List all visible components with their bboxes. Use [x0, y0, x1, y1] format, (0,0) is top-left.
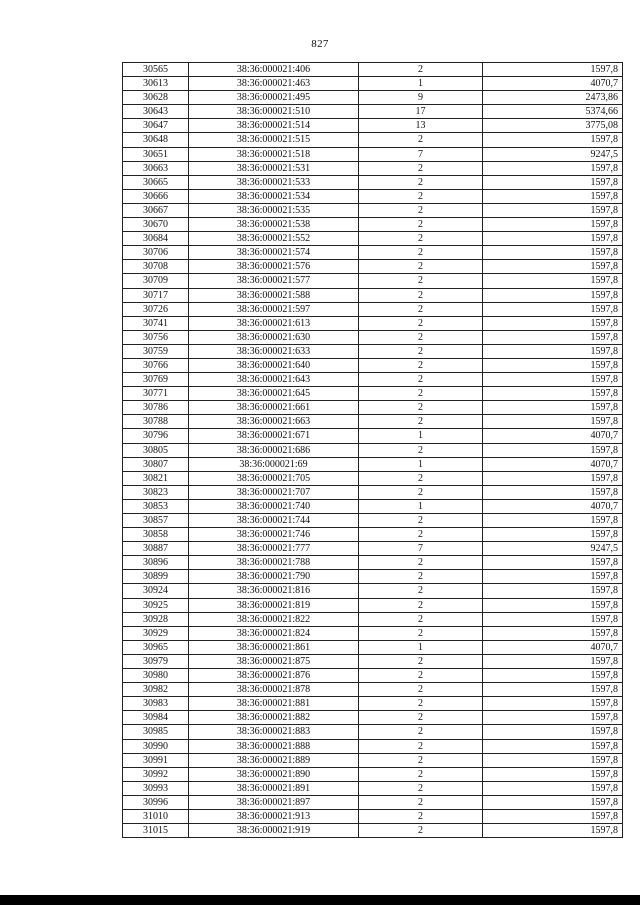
cadastral-number-cell: 38:36:000021:533 — [189, 175, 359, 189]
record-number-cell: 30684 — [123, 232, 189, 246]
quantity-cell: 1 — [359, 499, 483, 513]
table-row — [123, 514, 623, 528]
record-number-cell: 30990 — [123, 739, 189, 753]
record-number-cell: 30887 — [123, 542, 189, 556]
record-number-cell: 30823 — [123, 485, 189, 499]
table-row — [123, 401, 623, 415]
table-row — [123, 556, 623, 570]
table-row — [123, 499, 623, 513]
quantity-cell: 2 — [359, 570, 483, 584]
quantity-cell: 2 — [359, 739, 483, 753]
quantity-cell: 13 — [359, 119, 483, 133]
table-row — [123, 302, 623, 316]
record-number-cell: 30928 — [123, 612, 189, 626]
cadastral-number-cell: 38:36:000021:740 — [189, 499, 359, 513]
table-row — [123, 809, 623, 823]
record-number-cell: 30925 — [123, 598, 189, 612]
table-row — [123, 767, 623, 781]
table-row — [123, 133, 623, 147]
quantity-cell: 7 — [359, 147, 483, 161]
table-row — [123, 344, 623, 358]
cadastral-number-cell: 38:36:000021:686 — [189, 443, 359, 457]
cadastral-number-cell: 38:36:000021:891 — [189, 781, 359, 795]
record-number-cell: 30667 — [123, 203, 189, 217]
area-cell: 1597,8 — [483, 246, 623, 260]
table-row — [123, 626, 623, 640]
record-number-cell: 30857 — [123, 514, 189, 528]
record-number-cell: 30706 — [123, 246, 189, 260]
cadastral-number-cell: 38:36:000021:518 — [189, 147, 359, 161]
area-cell: 1597,8 — [483, 358, 623, 372]
quantity-cell: 2 — [359, 260, 483, 274]
record-number-cell: 30984 — [123, 711, 189, 725]
cadastral-number-cell: 38:36:000021:671 — [189, 429, 359, 443]
quantity-cell: 9 — [359, 91, 483, 105]
record-number-cell: 30983 — [123, 697, 189, 711]
record-number-cell: 31010 — [123, 809, 189, 823]
area-cell: 1597,8 — [483, 344, 623, 358]
area-cell: 1597,8 — [483, 669, 623, 683]
record-number-cell: 30979 — [123, 654, 189, 668]
cadastral-number-cell: 38:36:000021:875 — [189, 654, 359, 668]
table-row — [123, 288, 623, 302]
quantity-cell: 2 — [359, 161, 483, 175]
record-number-cell: 30769 — [123, 373, 189, 387]
quantity-cell: 2 — [359, 528, 483, 542]
cadastral-number-cell: 38:36:000021:552 — [189, 232, 359, 246]
table-row — [123, 443, 623, 457]
page-number: 827 — [311, 38, 329, 50]
quantity-cell: 2 — [359, 654, 483, 668]
table-row — [123, 91, 623, 105]
table-row — [123, 753, 623, 767]
cadastral-number-cell: 38:36:000021:577 — [189, 274, 359, 288]
area-cell: 1597,8 — [483, 218, 623, 232]
area-cell: 1597,8 — [483, 584, 623, 598]
quantity-cell: 2 — [359, 330, 483, 344]
quantity-cell: 2 — [359, 401, 483, 415]
record-number-cell: 30929 — [123, 626, 189, 640]
quantity-cell: 2 — [359, 246, 483, 260]
record-number-cell: 30991 — [123, 753, 189, 767]
area-cell: 1597,8 — [483, 63, 623, 77]
record-number-cell: 30670 — [123, 218, 189, 232]
quantity-cell: 2 — [359, 288, 483, 302]
cadastral-number-cell: 38:36:000021:534 — [189, 189, 359, 203]
record-number-cell: 30965 — [123, 640, 189, 654]
quantity-cell: 2 — [359, 218, 483, 232]
area-cell: 1597,8 — [483, 711, 623, 725]
quantity-cell: 1 — [359, 77, 483, 91]
cadastral-number-cell: 38:36:000021:514 — [189, 119, 359, 133]
table-row — [123, 429, 623, 443]
area-cell: 1597,8 — [483, 654, 623, 668]
quantity-cell: 2 — [359, 683, 483, 697]
area-cell: 1597,8 — [483, 189, 623, 203]
cadastral-number-cell: 38:36:000021:510 — [189, 105, 359, 119]
area-cell: 1597,8 — [483, 387, 623, 401]
quantity-cell: 2 — [359, 711, 483, 725]
cadastral-number-cell: 38:36:000021:69 — [189, 457, 359, 471]
cadastral-number-cell: 38:36:000021:861 — [189, 640, 359, 654]
area-cell: 1597,8 — [483, 203, 623, 217]
cadastral-number-cell: 38:36:000021:819 — [189, 598, 359, 612]
table-row — [123, 485, 623, 499]
record-number-cell: 31015 — [123, 824, 189, 838]
record-number-cell: 30647 — [123, 119, 189, 133]
area-cell: 1597,8 — [483, 175, 623, 189]
quantity-cell: 1 — [359, 457, 483, 471]
cadastral-number-cell: 38:36:000021:882 — [189, 711, 359, 725]
quantity-cell: 2 — [359, 725, 483, 739]
area-cell: 1597,8 — [483, 260, 623, 274]
table-row — [123, 330, 623, 344]
cadastral-number-cell: 38:36:000021:822 — [189, 612, 359, 626]
quantity-cell: 2 — [359, 358, 483, 372]
area-cell: 1597,8 — [483, 753, 623, 767]
cadastral-number-cell: 38:36:000021:531 — [189, 161, 359, 175]
cadastral-number-cell: 38:36:000021:640 — [189, 358, 359, 372]
quantity-cell: 2 — [359, 824, 483, 838]
cadastral-number-cell: 38:36:000021:744 — [189, 514, 359, 528]
record-number-cell: 30980 — [123, 669, 189, 683]
cadastral-number-cell: 38:36:000021:919 — [189, 824, 359, 838]
record-number-cell: 30899 — [123, 570, 189, 584]
area-cell: 1597,8 — [483, 471, 623, 485]
quantity-cell: 2 — [359, 373, 483, 387]
table-row — [123, 612, 623, 626]
record-number-cell: 30992 — [123, 767, 189, 781]
area-cell: 1597,8 — [483, 330, 623, 344]
area-cell: 4070,7 — [483, 429, 623, 443]
table-row — [123, 274, 623, 288]
table-row — [123, 203, 623, 217]
cadastral-number-cell: 38:36:000021:515 — [189, 133, 359, 147]
record-number-cell: 30853 — [123, 499, 189, 513]
record-number-cell: 30741 — [123, 316, 189, 330]
record-number-cell: 30924 — [123, 584, 189, 598]
scan-bottom-edge — [0, 895, 640, 905]
quantity-cell: 2 — [359, 302, 483, 316]
cadastral-number-cell: 38:36:000021:746 — [189, 528, 359, 542]
table-row — [123, 824, 623, 838]
table-row — [123, 161, 623, 175]
table-row — [123, 654, 623, 668]
table-row — [123, 105, 623, 119]
table-row — [123, 528, 623, 542]
area-cell: 1597,8 — [483, 232, 623, 246]
table-row — [123, 725, 623, 739]
record-number-cell: 30651 — [123, 147, 189, 161]
record-number-cell: 30648 — [123, 133, 189, 147]
quantity-cell: 1 — [359, 640, 483, 654]
record-number-cell: 30665 — [123, 175, 189, 189]
record-number-cell: 30896 — [123, 556, 189, 570]
area-cell: 1597,8 — [483, 683, 623, 697]
table-row — [123, 77, 623, 91]
area-cell: 1597,8 — [483, 302, 623, 316]
quantity-cell: 17 — [359, 105, 483, 119]
cadastral-number-cell: 38:36:000021:890 — [189, 767, 359, 781]
area-cell: 4070,7 — [483, 499, 623, 513]
area-cell: 1597,8 — [483, 556, 623, 570]
cadastral-number-cell: 38:36:000021:535 — [189, 203, 359, 217]
table-row — [123, 457, 623, 471]
quantity-cell: 2 — [359, 781, 483, 795]
cadastral-number-cell: 38:36:000021:645 — [189, 387, 359, 401]
cadastral-number-cell: 38:36:000021:788 — [189, 556, 359, 570]
table-row — [123, 218, 623, 232]
record-number-cell: 30996 — [123, 795, 189, 809]
area-cell: 5374,66 — [483, 105, 623, 119]
quantity-cell: 2 — [359, 669, 483, 683]
table-row — [123, 471, 623, 485]
area-cell: 1597,8 — [483, 288, 623, 302]
table-row — [123, 697, 623, 711]
table-row — [123, 119, 623, 133]
table-row — [123, 387, 623, 401]
table-row — [123, 175, 623, 189]
cadastral-number-cell: 38:36:000021:881 — [189, 697, 359, 711]
table-row — [123, 316, 623, 330]
area-cell: 1597,8 — [483, 626, 623, 640]
area-cell: 1597,8 — [483, 809, 623, 823]
table-row — [123, 781, 623, 795]
quantity-cell: 2 — [359, 175, 483, 189]
table-row — [123, 246, 623, 260]
area-cell: 1597,8 — [483, 598, 623, 612]
cadastral-number-cell: 38:36:000021:663 — [189, 415, 359, 429]
quantity-cell: 1 — [359, 429, 483, 443]
quantity-cell: 2 — [359, 767, 483, 781]
table-row — [123, 739, 623, 753]
registry-table-body — [123, 63, 623, 838]
cadastral-number-cell: 38:36:000021:824 — [189, 626, 359, 640]
record-number-cell: 30565 — [123, 63, 189, 77]
quantity-cell: 2 — [359, 556, 483, 570]
area-cell: 4070,7 — [483, 457, 623, 471]
table-row — [123, 598, 623, 612]
quantity-cell: 2 — [359, 612, 483, 626]
record-number-cell: 30643 — [123, 105, 189, 119]
table-row — [123, 373, 623, 387]
table-row — [123, 358, 623, 372]
table-row — [123, 232, 623, 246]
cadastral-number-cell: 38:36:000021:705 — [189, 471, 359, 485]
quantity-cell: 2 — [359, 316, 483, 330]
area-cell: 1597,8 — [483, 161, 623, 175]
area-cell: 1597,8 — [483, 697, 623, 711]
area-cell: 4070,7 — [483, 77, 623, 91]
record-number-cell: 30726 — [123, 302, 189, 316]
cadastral-number-cell: 38:36:000021:816 — [189, 584, 359, 598]
cadastral-number-cell: 38:36:000021:707 — [189, 485, 359, 499]
quantity-cell: 7 — [359, 542, 483, 556]
cadastral-number-cell: 38:36:000021:883 — [189, 725, 359, 739]
area-cell: 1597,8 — [483, 401, 623, 415]
cadastral-number-cell: 38:36:000021:538 — [189, 218, 359, 232]
record-number-cell: 30708 — [123, 260, 189, 274]
quantity-cell: 2 — [359, 626, 483, 640]
table-row — [123, 640, 623, 654]
cadastral-number-cell: 38:36:000021:495 — [189, 91, 359, 105]
record-number-cell: 30717 — [123, 288, 189, 302]
quantity-cell: 2 — [359, 274, 483, 288]
area-cell: 2473,86 — [483, 91, 623, 105]
cadastral-number-cell: 38:36:000021:643 — [189, 373, 359, 387]
record-number-cell: 30759 — [123, 344, 189, 358]
cadastral-number-cell: 38:36:000021:633 — [189, 344, 359, 358]
area-cell: 1597,8 — [483, 570, 623, 584]
quantity-cell: 2 — [359, 697, 483, 711]
record-number-cell: 30796 — [123, 429, 189, 443]
table-row — [123, 669, 623, 683]
record-number-cell: 30613 — [123, 77, 189, 91]
area-cell: 1597,8 — [483, 133, 623, 147]
record-number-cell: 30807 — [123, 457, 189, 471]
area-cell: 1597,8 — [483, 612, 623, 626]
table-row — [123, 542, 623, 556]
record-number-cell: 30985 — [123, 725, 189, 739]
cadastral-number-cell: 38:36:000021:889 — [189, 753, 359, 767]
quantity-cell: 2 — [359, 485, 483, 499]
cadastral-number-cell: 38:36:000021:790 — [189, 570, 359, 584]
record-number-cell: 30858 — [123, 528, 189, 542]
area-cell: 1597,8 — [483, 514, 623, 528]
record-number-cell: 30982 — [123, 683, 189, 697]
cadastral-number-cell: 38:36:000021:406 — [189, 63, 359, 77]
cadastral-number-cell: 38:36:000021:463 — [189, 77, 359, 91]
cadastral-number-cell: 38:36:000021:576 — [189, 260, 359, 274]
quantity-cell: 2 — [359, 809, 483, 823]
quantity-cell: 2 — [359, 189, 483, 203]
quantity-cell: 2 — [359, 471, 483, 485]
quantity-cell: 2 — [359, 753, 483, 767]
table-row — [123, 415, 623, 429]
record-number-cell: 30771 — [123, 387, 189, 401]
cadastral-number-cell: 38:36:000021:913 — [189, 809, 359, 823]
cadastral-number-cell: 38:36:000021:613 — [189, 316, 359, 330]
cadastral-number-cell: 38:36:000021:574 — [189, 246, 359, 260]
quantity-cell: 2 — [359, 598, 483, 612]
record-number-cell: 30993 — [123, 781, 189, 795]
record-number-cell: 30709 — [123, 274, 189, 288]
registry-table — [122, 62, 623, 838]
quantity-cell: 2 — [359, 344, 483, 358]
quantity-cell: 2 — [359, 387, 483, 401]
cadastral-number-cell: 38:36:000021:661 — [189, 401, 359, 415]
table-row — [123, 584, 623, 598]
area-cell: 4070,7 — [483, 640, 623, 654]
table-row — [123, 570, 623, 584]
area-cell: 1597,8 — [483, 824, 623, 838]
record-number-cell: 30666 — [123, 189, 189, 203]
cadastral-number-cell: 38:36:000021:897 — [189, 795, 359, 809]
cadastral-number-cell: 38:36:000021:876 — [189, 669, 359, 683]
area-cell: 1597,8 — [483, 316, 623, 330]
area-cell: 1597,8 — [483, 373, 623, 387]
quantity-cell: 2 — [359, 584, 483, 598]
area-cell: 1597,8 — [483, 725, 623, 739]
quantity-cell: 2 — [359, 795, 483, 809]
area-cell: 1597,8 — [483, 485, 623, 499]
area-cell: 3775,08 — [483, 119, 623, 133]
quantity-cell: 2 — [359, 133, 483, 147]
table-row — [123, 683, 623, 697]
area-cell: 1597,8 — [483, 781, 623, 795]
area-cell: 1597,8 — [483, 767, 623, 781]
record-number-cell: 30756 — [123, 330, 189, 344]
cadastral-number-cell: 38:36:000021:888 — [189, 739, 359, 753]
quantity-cell: 2 — [359, 415, 483, 429]
quantity-cell: 2 — [359, 63, 483, 77]
table-row — [123, 711, 623, 725]
quantity-cell: 2 — [359, 443, 483, 457]
area-cell: 1597,8 — [483, 795, 623, 809]
cadastral-number-cell: 38:36:000021:588 — [189, 288, 359, 302]
quantity-cell: 2 — [359, 232, 483, 246]
record-number-cell: 30663 — [123, 161, 189, 175]
table-row — [123, 260, 623, 274]
record-number-cell: 30766 — [123, 358, 189, 372]
record-number-cell: 30628 — [123, 91, 189, 105]
area-cell: 1597,8 — [483, 528, 623, 542]
record-number-cell: 30788 — [123, 415, 189, 429]
area-cell: 1597,8 — [483, 443, 623, 457]
table-row — [123, 63, 623, 77]
area-cell: 9247,5 — [483, 147, 623, 161]
cadastral-number-cell: 38:36:000021:597 — [189, 302, 359, 316]
record-number-cell: 30805 — [123, 443, 189, 457]
area-cell: 1597,8 — [483, 415, 623, 429]
quantity-cell: 2 — [359, 203, 483, 217]
quantity-cell: 2 — [359, 514, 483, 528]
area-cell: 1597,8 — [483, 274, 623, 288]
record-number-cell: 30821 — [123, 471, 189, 485]
record-number-cell: 30786 — [123, 401, 189, 415]
cadastral-number-cell: 38:36:000021:777 — [189, 542, 359, 556]
table-row — [123, 189, 623, 203]
area-cell: 9247,5 — [483, 542, 623, 556]
cadastral-number-cell: 38:36:000021:878 — [189, 683, 359, 697]
area-cell: 1597,8 — [483, 739, 623, 753]
table-row — [123, 147, 623, 161]
cadastral-number-cell: 38:36:000021:630 — [189, 330, 359, 344]
table-row — [123, 795, 623, 809]
